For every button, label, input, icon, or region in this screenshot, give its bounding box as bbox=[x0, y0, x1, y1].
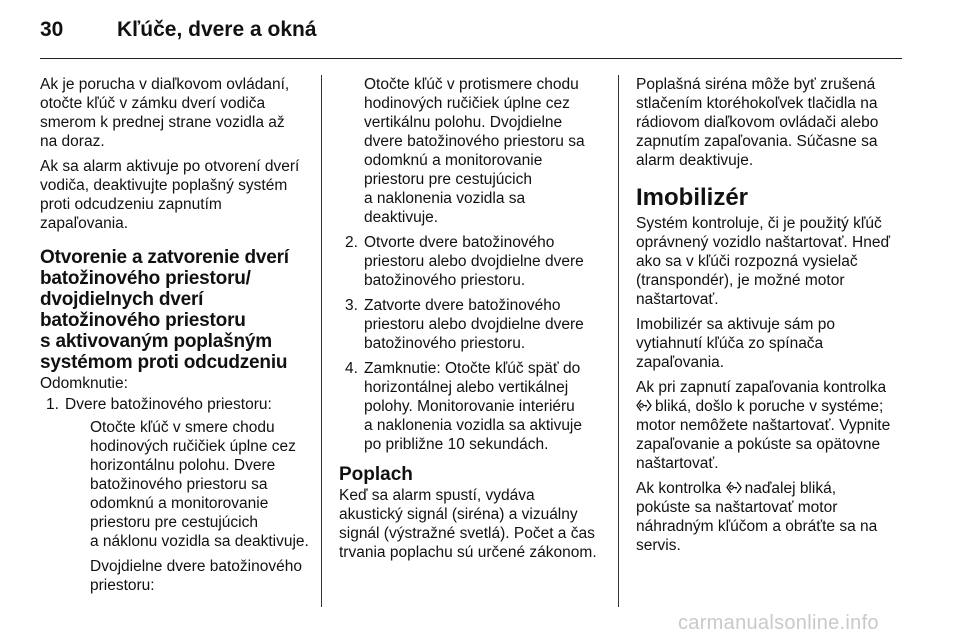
text-line: hodinových ručičiek úplne cez bbox=[364, 95, 570, 112]
text-line: proti odcudzeniu zapnutím bbox=[40, 196, 222, 213]
text-line: dvere batožinového priestoru sa bbox=[364, 133, 585, 150]
text-line: horizontálnej alebo vertikálnej bbox=[364, 379, 569, 396]
text-line: priestoru alebo dvojdielne dvere bbox=[364, 253, 584, 270]
page-header bbox=[0, 0, 960, 58]
paragraph-remote-fault bbox=[40, 75, 312, 151]
text-line: naštartovať. bbox=[636, 291, 719, 308]
text-line-with-icon bbox=[636, 397, 904, 416]
text-line: Ak sa alarm aktivuje po otvorení dverí bbox=[40, 158, 300, 175]
paragraph-alarm-deactivate bbox=[40, 157, 312, 233]
page-title: Kľúče, dvere a okná bbox=[117, 18, 317, 41]
text-line: zapnutím zapaľovania. Súčasne sa bbox=[636, 133, 878, 150]
text-line: a naklonenia vozidla sa aktivuje bbox=[364, 417, 582, 434]
text-line: Zatvorte dvere batožinového bbox=[364, 297, 561, 314]
text-line: odomknú a monitorovanie bbox=[364, 152, 543, 169]
text-line: ako sa v kľúči rozpozná vysielač bbox=[636, 253, 858, 270]
column-1 bbox=[40, 75, 312, 601]
text-line: polohy. Monitorovanie interiéru bbox=[364, 398, 575, 415]
text-line: deaktivuje. bbox=[364, 209, 439, 226]
column-divider-2 bbox=[618, 75, 619, 607]
text-line: Otvorte dvere batožinového bbox=[364, 234, 555, 251]
step-3 bbox=[339, 296, 611, 353]
text-line: batožinového priestoru. bbox=[364, 272, 526, 289]
paragraph-immobilizer-activate bbox=[636, 315, 904, 372]
heading-line: Otvorenie a zatvorenie dverí bbox=[40, 247, 289, 268]
header-divider bbox=[40, 58, 902, 59]
text-line: oprávnený vozidlo naštartovať. Hneď bbox=[636, 234, 891, 251]
heading-line: batožinového priestoru/ bbox=[40, 268, 251, 289]
text-line: priestoru pre cestujúcich bbox=[364, 171, 532, 188]
step-2 bbox=[339, 233, 611, 290]
section-heading-tailgate bbox=[40, 247, 312, 373]
column-2 bbox=[339, 75, 611, 568]
step-4 bbox=[339, 359, 611, 454]
text-line-with-icon bbox=[636, 479, 904, 498]
text-fragment: Ak kontrolka bbox=[636, 480, 722, 497]
text-line: po približne 10 sekundách. bbox=[364, 436, 549, 453]
paragraph-immobilizer-fault bbox=[636, 378, 904, 473]
paragraph-immobilizer-check bbox=[636, 214, 904, 309]
text-line: trvania poplachu sú určené zákonom. bbox=[339, 544, 597, 561]
page-number: 30 bbox=[40, 18, 64, 41]
paragraph-alarm bbox=[339, 486, 611, 562]
paragraph-immobilizer-spare-key bbox=[636, 479, 904, 555]
text-line: Imobilizér sa aktivuje sám po bbox=[636, 316, 835, 333]
step-body bbox=[65, 418, 312, 551]
step-body-2 bbox=[65, 557, 312, 595]
unlock-label: Odomknutie: bbox=[40, 375, 128, 392]
heading-line: systémom proti odcudzeniu bbox=[40, 352, 288, 373]
section-heading-alarm: Poplach bbox=[339, 464, 413, 485]
text-line: Ak je porucha v diaľkovom ovládaní, bbox=[40, 76, 290, 93]
text-line: priestoru: bbox=[90, 577, 155, 594]
text-line: zapaľovania. bbox=[40, 215, 129, 232]
text-line: priestoru alebo dvojdielne dvere bbox=[364, 316, 584, 333]
text-line: batožinového priestoru. bbox=[364, 335, 526, 352]
text-line: smerom k prednej strane vozidla až bbox=[40, 114, 285, 131]
text-line: zapaľovanie a pokúste sa opätovne bbox=[636, 436, 881, 453]
text-fragment: naďalej bliká, bbox=[744, 480, 836, 497]
text-line: batožinového priestoru sa bbox=[90, 476, 268, 493]
text-line: (transpondér), je možné motor bbox=[636, 272, 845, 289]
text-line: odomknú a monitorovanie bbox=[90, 495, 269, 512]
section-heading-immobilizer: Imobilizér bbox=[636, 184, 749, 211]
text-fragment: bliká, došlo k poruche v systéme; bbox=[655, 398, 884, 415]
text-line: a náklonu vozidla sa deaktivuje. bbox=[90, 533, 309, 550]
text-line: servis. bbox=[636, 537, 681, 554]
text-line: Zamknutie: Otočte kľúč späť do bbox=[364, 360, 581, 377]
immobilizer-key-icon bbox=[636, 399, 652, 412]
heading-line: dvojdielnych dverí bbox=[40, 289, 204, 310]
text-line: stlačením ktoréhokoľvek tlačidla na bbox=[636, 95, 878, 112]
text-line: na doraz. bbox=[40, 133, 105, 150]
text-line: Systém kontroluje, či je použitý kľúč bbox=[636, 215, 882, 232]
text-line: naštartovať. bbox=[636, 455, 719, 472]
text-line: vertikálnu polohu. Dvojdielne bbox=[364, 114, 563, 131]
text-line: motor nemôžete naštartovať. Vypnite bbox=[636, 417, 891, 434]
paragraph-siren bbox=[636, 75, 904, 170]
text-line: otočte kľúč v zámku dverí vodiča bbox=[40, 95, 266, 112]
step-heading: Dvere batožinového priestoru: bbox=[65, 396, 272, 413]
text-line: Otočte kľúč v smere chodu bbox=[90, 419, 275, 436]
step-1 bbox=[40, 395, 312, 595]
text-line: vodiča, deaktivujte poplašný systém bbox=[40, 177, 288, 194]
text-line: Otočte kľúč v protismere chodu bbox=[364, 76, 579, 93]
column-divider-1 bbox=[321, 75, 322, 607]
step-number: 3. bbox=[345, 297, 358, 314]
step-number: 2. bbox=[345, 234, 358, 251]
text-line: pokúste sa naštartovať motor bbox=[636, 499, 838, 516]
step-number: 4. bbox=[345, 360, 358, 377]
text-line: Poplašná siréna môže byť zrušená bbox=[636, 76, 876, 93]
text-line: zapaľovania. bbox=[636, 354, 725, 371]
text-line: rádiovom diaľkovom ovládači alebo bbox=[636, 114, 879, 131]
text-line: a naklonenia vozidla sa bbox=[364, 190, 526, 207]
heading-line: s aktivovaným poplašným bbox=[40, 331, 272, 352]
text-line: hodinových ručičiek úplne cez bbox=[90, 438, 296, 455]
watermark: carmanualsonline.info bbox=[678, 612, 879, 634]
step-1-continued bbox=[339, 75, 611, 227]
text-line: akustický signál (siréna) a vizuálny bbox=[339, 506, 578, 523]
text-line: vytiahnutí kľúča zo spínača bbox=[636, 335, 824, 352]
column-3 bbox=[636, 75, 904, 561]
text-line: horizontálnu polohu. Dvere bbox=[90, 457, 276, 474]
text-line: alarm deaktivuje. bbox=[636, 152, 754, 169]
text-line: priestoru pre cestujúcich bbox=[90, 514, 258, 531]
text-line: Ak pri zapnutí zapaľovania kontrolka bbox=[636, 379, 887, 396]
heading-line: batožinového priestoru bbox=[40, 310, 246, 331]
step-number: 1. bbox=[46, 396, 59, 413]
immobilizer-key-icon bbox=[726, 481, 742, 494]
text-line: Dvojdielne dvere batožinového bbox=[90, 558, 302, 575]
text-line: Keď sa alarm spustí, vydáva bbox=[339, 487, 535, 504]
text-line: signál (výstražné svetlá). Počet a čas bbox=[339, 525, 595, 542]
text-line: náhradným kľúčom a obráťte sa na bbox=[636, 518, 878, 535]
